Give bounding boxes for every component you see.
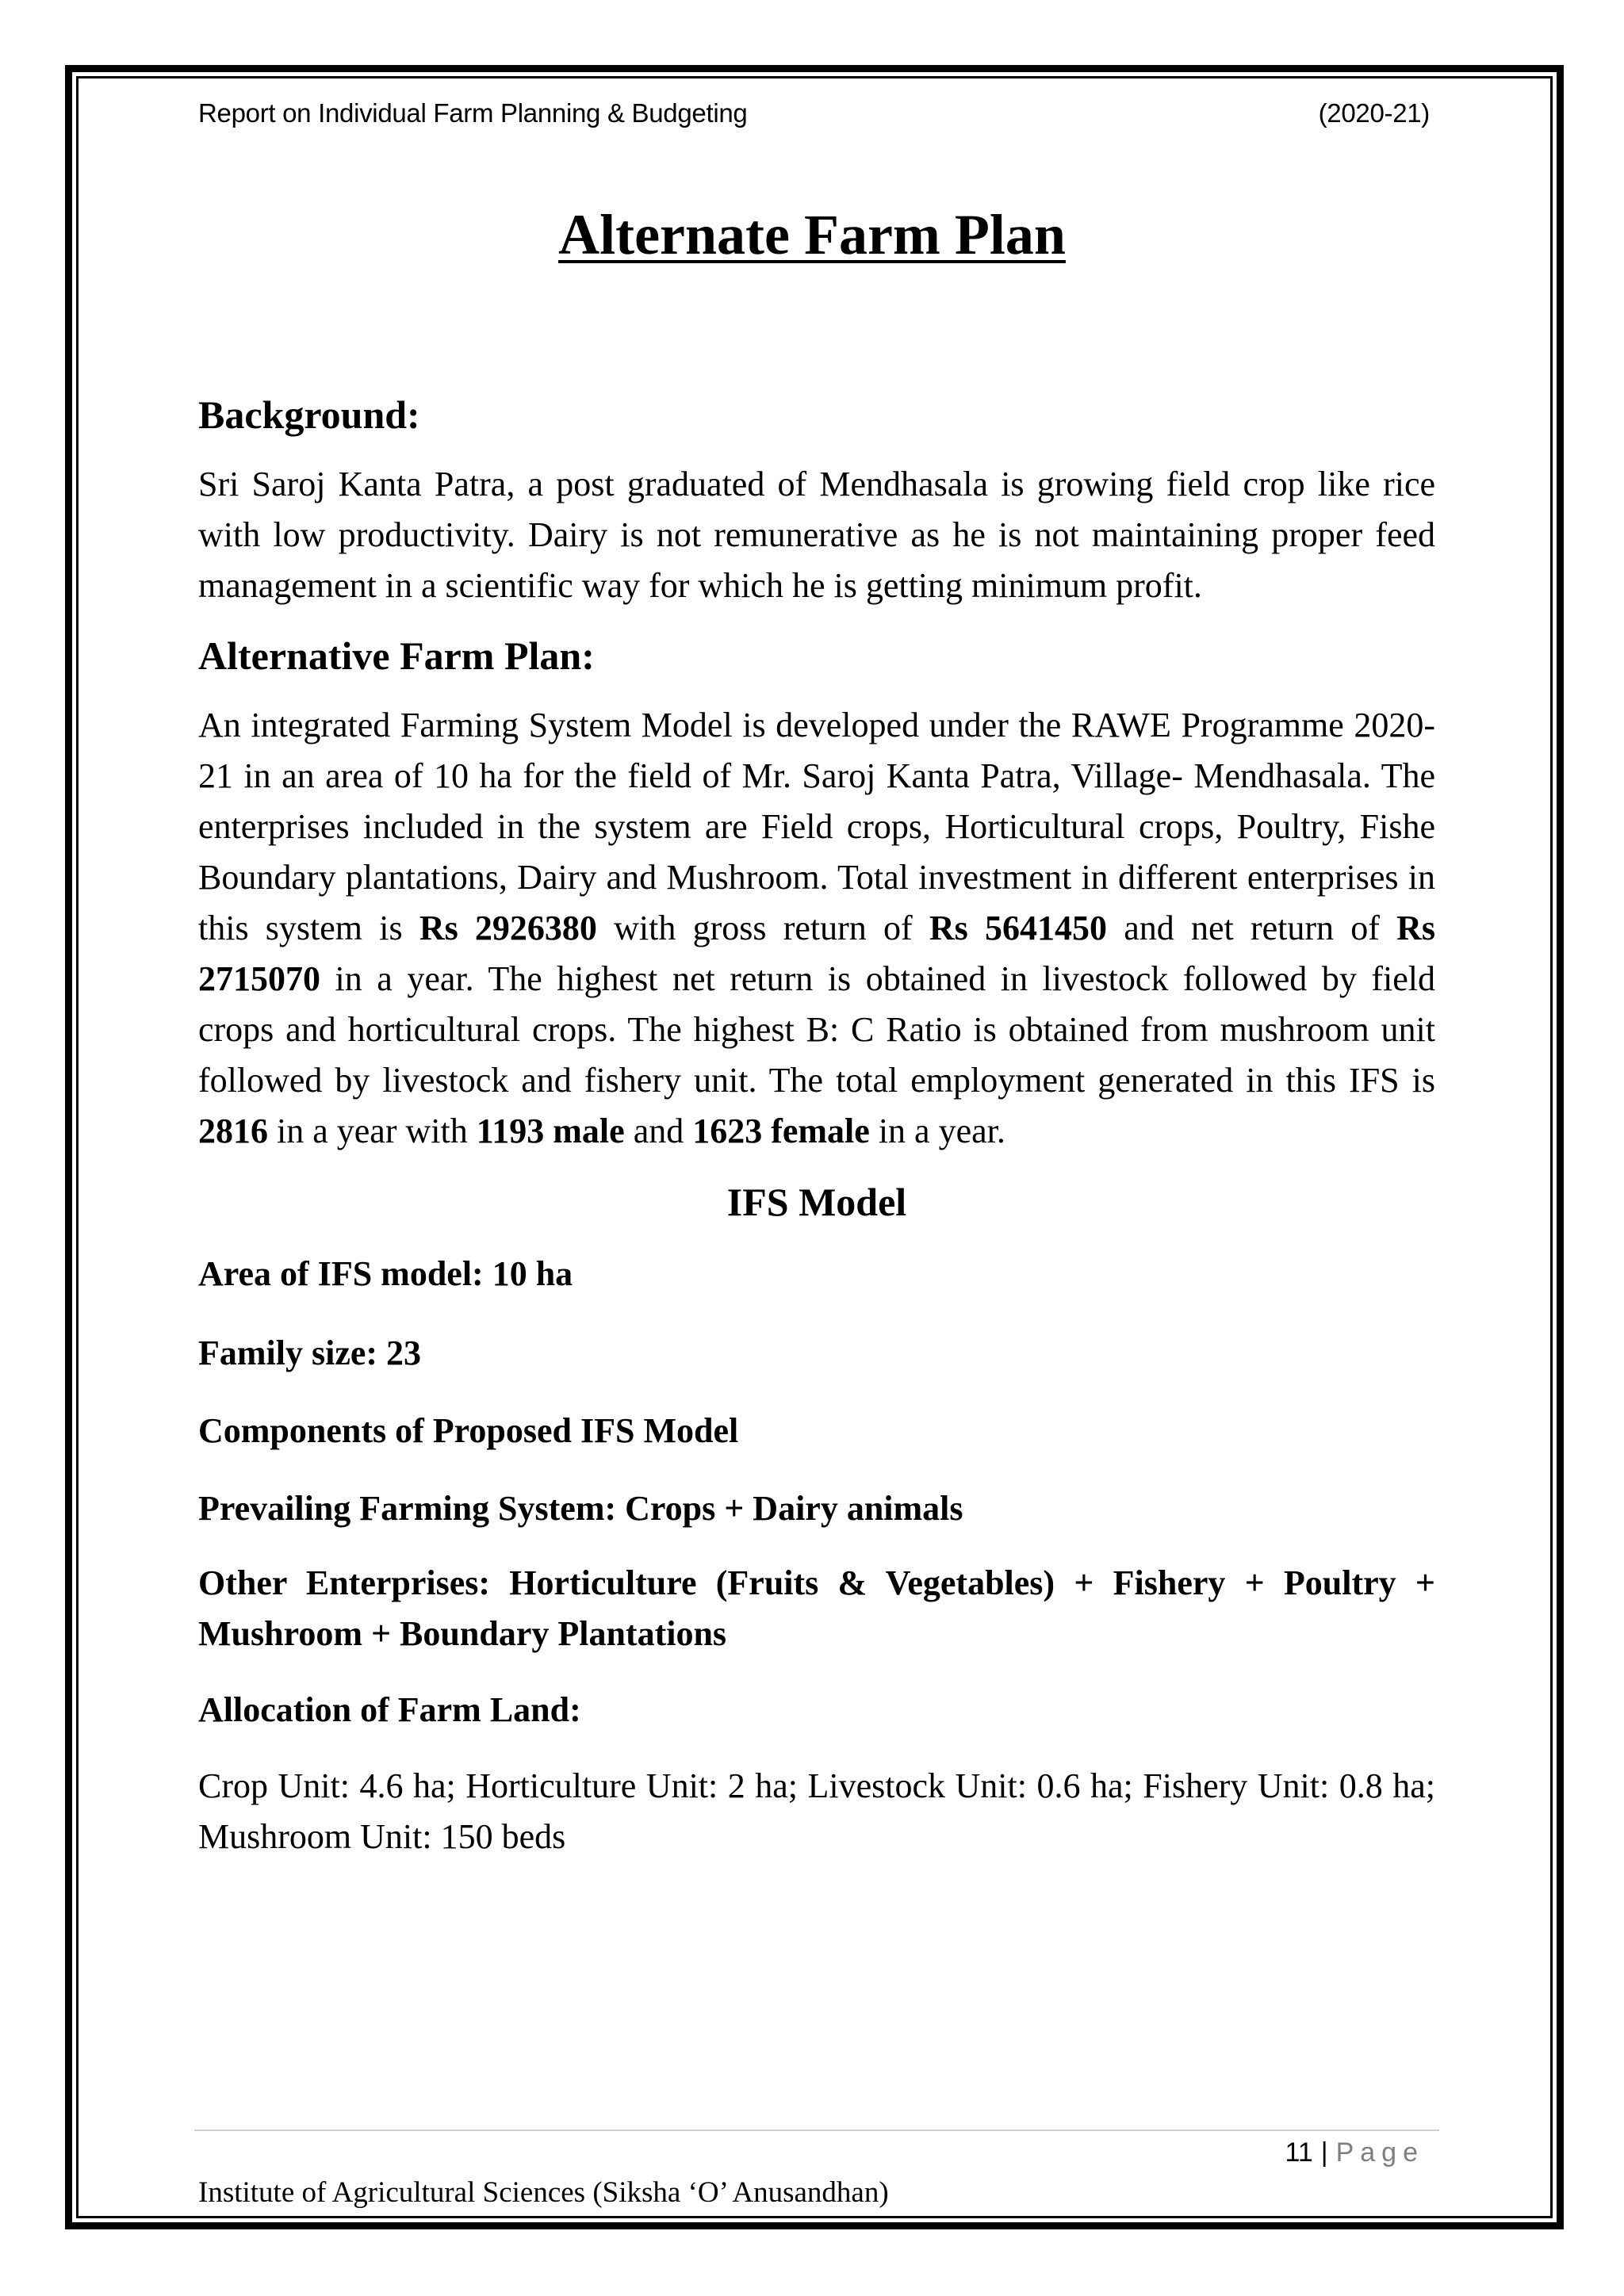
- alt-plan-text-5: in a year with: [268, 1112, 477, 1150]
- ifs-model-heading: IFS Model: [726, 1180, 907, 1224]
- total-employment: 2816: [198, 1112, 268, 1150]
- main-content: [198, 381, 1435, 1862]
- female-employment: 1623 female: [692, 1112, 870, 1150]
- ifs-other-enterprises: Other Enterprises: Horticulture (Fruits & Vegetables) + Fishery + Poultry + Mushroom + Boundary Plantations: [198, 1563, 1435, 1653]
- alt-plan-text-2: with gross return of: [596, 909, 929, 947]
- alt-plan-text-1: An integrated Farming System Model is developed under the RAWE Programme 2020-21 in an area of 10 ha for the field of Mr. Saroj Kanta Patra, Village- Mendhasala. The enterprises included in the system are Field crops, Horticultural crops, Poultry, Fishe Boundary plantations, Dairy and Mushroom. Total investment in different enterprises in this system is: [198, 706, 1435, 947]
- alt-plan-text-6: and: [624, 1112, 693, 1150]
- ifs-allocation: Crop Unit: 4.6 ha; Horticulture Unit: 2 ha; Livestock Unit: 0.6 ha; Fishery Unit: 0.8 ha; Mushroom Unit: 150 beds: [198, 1766, 1435, 1856]
- header-report-title: Report on Individual Farm Planning & Budgeting: [198, 98, 748, 128]
- alt-plan-text-4: in a year. The highest net return is obtained in livestock followed by field crops and horticultural crops. The highest B: C Ratio is obtained from mushroom unit followed by livestock and fishery unit. The total employment generated in this IFS is: [198, 959, 1435, 1100]
- alt-plan-heading: Alternative Farm Plan:: [198, 633, 595, 678]
- ifs-area: Area of IFS model: 10 ha: [198, 1254, 573, 1293]
- alt-plan-text-3: and net return of: [1107, 909, 1397, 947]
- alt-plan-paragraph: [198, 700, 1435, 1157]
- total-investment: Rs 2926380: [419, 909, 597, 947]
- page-separator: |: [1320, 2137, 1328, 2168]
- net-return: Rs 2715070: [198, 909, 1435, 998]
- ifs-family-size: Family size: 23: [198, 1334, 422, 1372]
- page-number: [1285, 2137, 1424, 2168]
- background-paragraph: Sri Saroj Kanta Patra, a post graduated of Mendhasala is growing field crop like rice with low productivity. Dairy is not remunerative as he is not maintaining proper feed management in a scientific way for which he is getting minimum profit.: [198, 465, 1435, 605]
- alt-plan-text-7: in a year.: [869, 1112, 1005, 1150]
- ifs-components: Components of Proposed IFS Model: [198, 1411, 739, 1450]
- page-label: Page: [1335, 2137, 1424, 2168]
- footer-divider: [194, 2130, 1439, 2131]
- background-heading: Background:: [198, 392, 420, 437]
- male-employment: 1193 male: [476, 1112, 625, 1150]
- footer-institute: Institute of Agricultural Sciences (Siksha ‘O’ Anusandhan): [198, 2176, 889, 2209]
- gross-return: Rs 5641450: [929, 909, 1107, 947]
- ifs-allocation-heading: Allocation of Farm Land:: [198, 1690, 581, 1729]
- header-year: (2020-21): [1318, 98, 1430, 128]
- ifs-prevailing-system: Prevailing Farming System: Crops + Dairy animals: [198, 1489, 963, 1528]
- page-number-value: 11: [1285, 2137, 1313, 2168]
- page-title: Alternate Farm Plan: [558, 203, 1066, 266]
